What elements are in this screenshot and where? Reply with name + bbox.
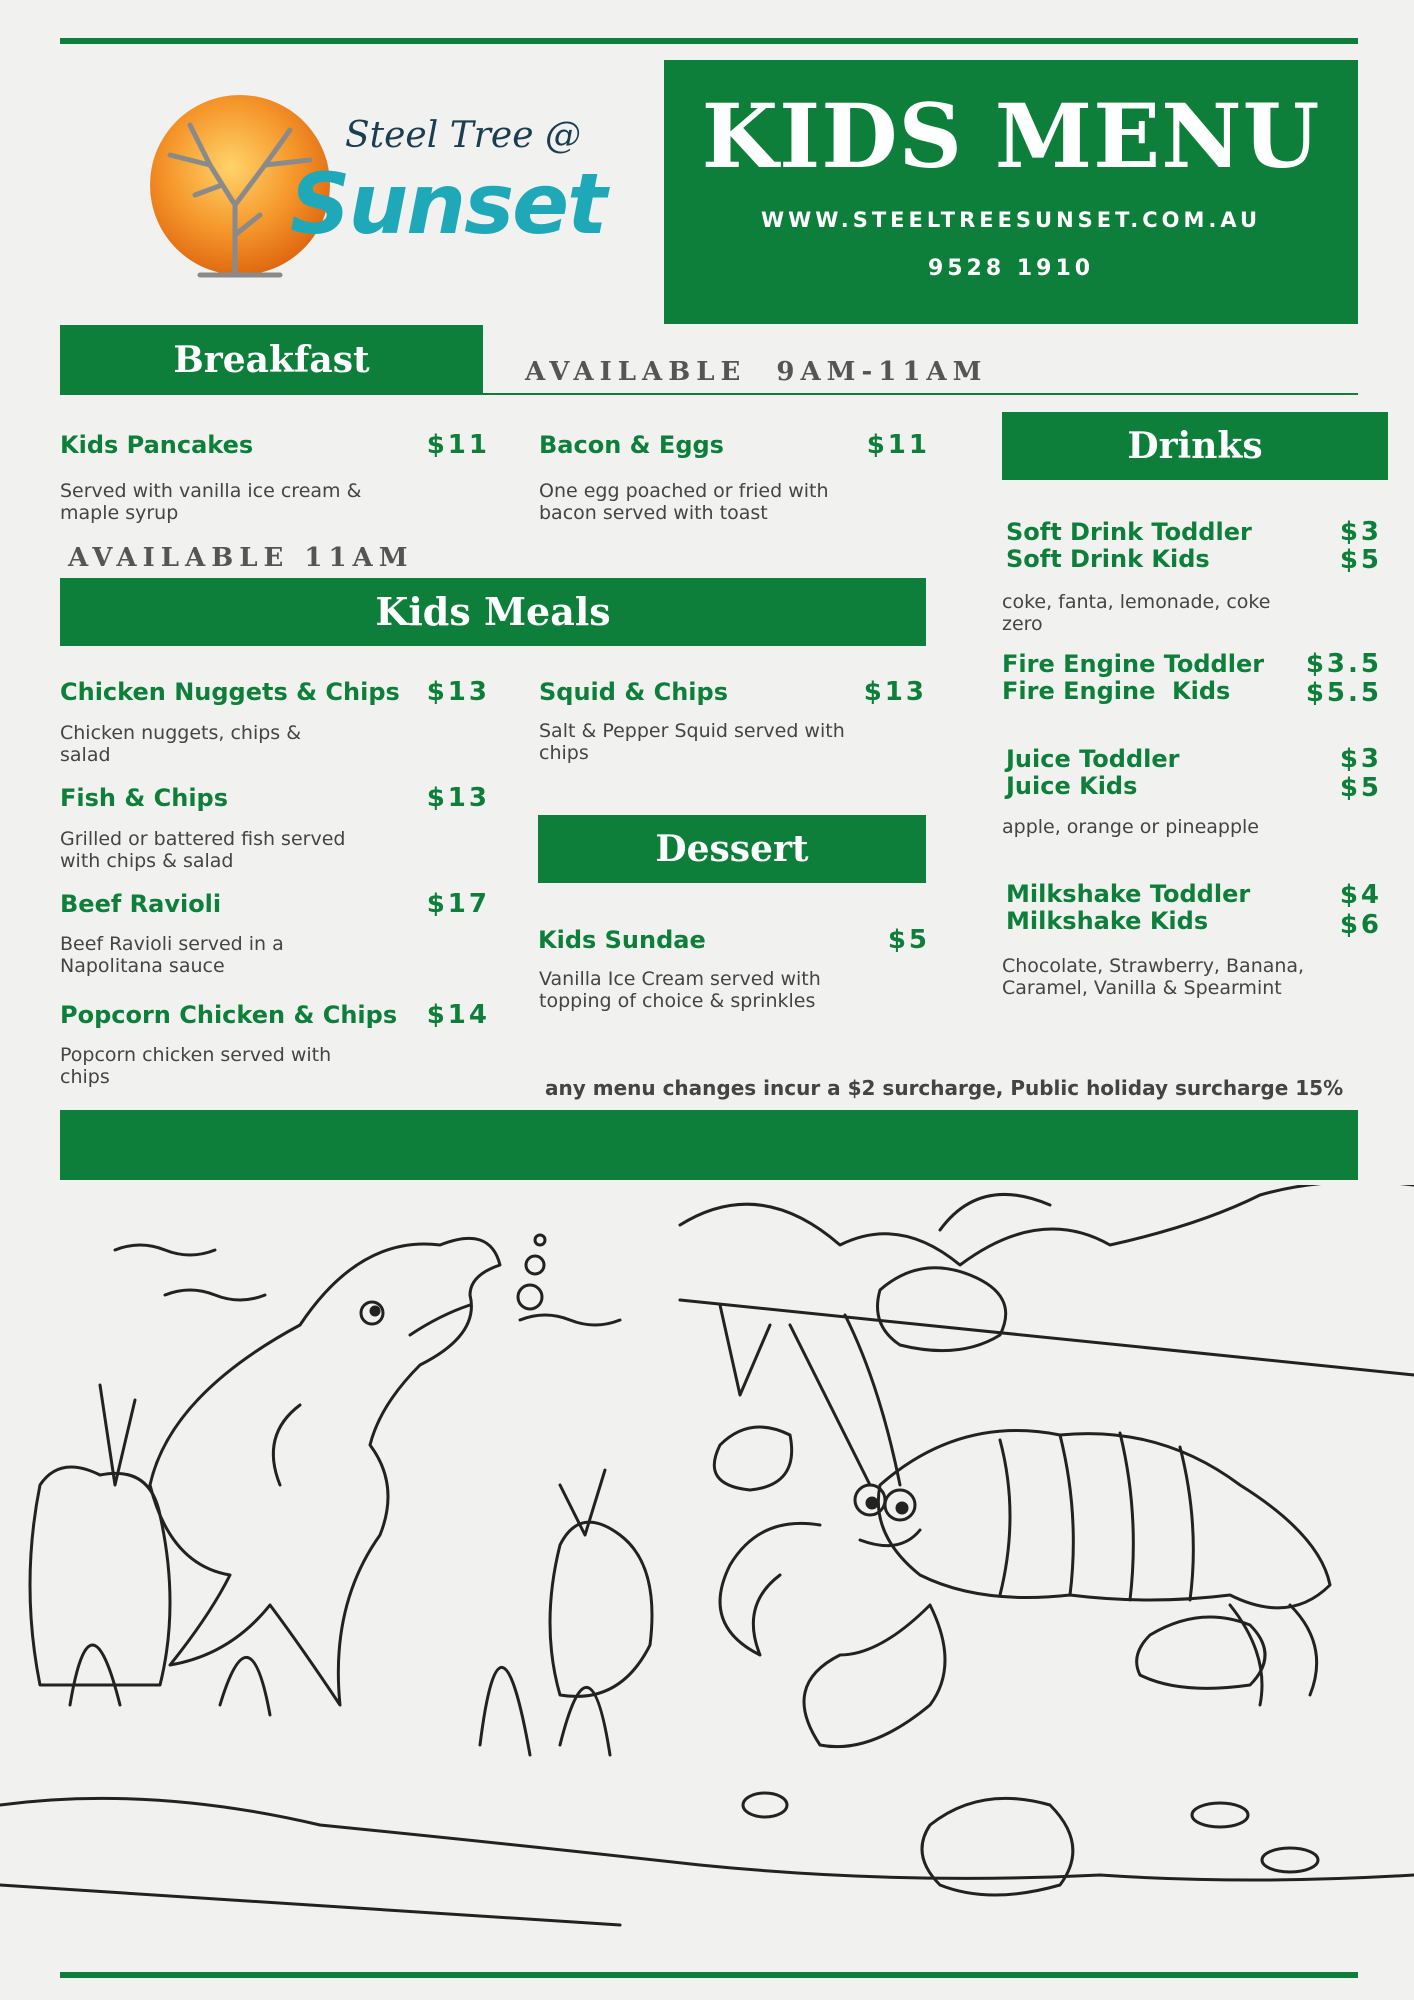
page-title: KIDS MENU [701, 84, 1321, 188]
drink-price: $5.5 [1305, 678, 1382, 708]
drink-name: Milkshake Toddler [1006, 880, 1251, 908]
bottom-rule [60, 1972, 1358, 1978]
divider-band [60, 1110, 1358, 1180]
surcharge-note: any menu changes incur a $2 surcharge, Public holiday surcharge 15% [545, 1076, 1344, 1100]
menu-item-desc: Salt & Pepper Squid served with chips [539, 720, 845, 764]
drink-price: $3 [1339, 517, 1382, 547]
drinks-title: Drinks [1127, 425, 1263, 467]
drink-desc: apple, orange or pineapple [1002, 816, 1260, 838]
drink-price: $6 [1339, 910, 1382, 940]
drink-name: Fire Engine Kids [1002, 677, 1231, 705]
colouring-illustration [0, 1185, 1414, 1965]
breakfast-banner [60, 325, 483, 395]
breakfast-availability: AVAILABLE 9AM-11AM [525, 357, 988, 387]
phone-text: 9528 1910 [927, 256, 1095, 281]
breakfast-rule [483, 393, 1358, 395]
drinks-banner [1002, 412, 1388, 480]
drink-desc: coke, fanta, lemonade, coke zero [1002, 591, 1271, 635]
drink-price: $4 [1339, 880, 1382, 910]
logo-text-line2: Sunset [290, 155, 606, 253]
menu-item-name: Bacon & Eggs [539, 431, 724, 459]
menu-item-desc: Grilled or battered fish served with chips & salad [60, 828, 346, 872]
menu-item-price: $13 [426, 783, 490, 813]
menu-item-name: Kids Sundae [538, 926, 706, 954]
bubble-icon [518, 1235, 545, 1309]
menu-item-price: $14 [426, 1000, 490, 1030]
menu-item-desc: Served with vanilla ice cream & maple syrup [60, 480, 362, 524]
website-text: WWW.STEELTREESUNSET.COM.AU [760, 208, 1262, 232]
lobster-icon [720, 1315, 1330, 1747]
header-banner [664, 60, 1358, 324]
seaweed-icon [70, 1305, 770, 1755]
drink-name: Juice Toddler [1006, 745, 1180, 773]
menu-item-name: Popcorn Chicken & Chips [60, 1001, 398, 1029]
rock-icon [30, 1268, 1318, 1895]
drink-desc: Chocolate, Strawberry, Banana, Caramel, Vanilla & Spearmint [1002, 955, 1305, 999]
drink-name: Soft Drink Toddler [1006, 518, 1252, 546]
menu-item-name: Chicken Nuggets & Chips [60, 678, 400, 706]
drink-name: Milkshake Kids [1006, 907, 1209, 935]
menu-item-name: Kids Pancakes [60, 431, 254, 459]
menu-item-price: $5 [887, 925, 930, 955]
drink-price: $5 [1339, 773, 1382, 803]
logo-text-line1: Steel Tree @ [345, 115, 581, 156]
menu-item-name: Fish & Chips [60, 784, 229, 812]
drink-price: $3.5 [1305, 649, 1382, 679]
drink-name: Juice Kids [1006, 772, 1138, 800]
menu-item-price: $17 [426, 889, 490, 919]
kids-meals-availability: AVAILABLE 11AM [68, 543, 414, 573]
kids-meals-title: Kids Meals [375, 589, 611, 634]
breakfast-title: Breakfast [173, 339, 370, 381]
menu-item-desc: Chicken nuggets, chips & salad [60, 722, 302, 766]
dessert-banner [538, 815, 926, 883]
menu-item-desc: One egg poached or fried with bacon served with toast [539, 480, 829, 524]
menu-item-desc: Beef Ravioli served in a Napolitana sauce [60, 933, 284, 977]
dolphin-icon [150, 1238, 500, 1705]
drink-price: $3 [1339, 744, 1382, 774]
menu-item-desc: Popcorn chicken served with chips [60, 1044, 332, 1088]
menu-item-price: $13 [426, 677, 490, 707]
menu-item-price: $11 [426, 430, 490, 460]
menu-item-desc: Vanilla Ice Cream served with topping of choice & sprinkles [539, 968, 821, 1012]
dessert-title: Dessert [655, 828, 809, 870]
top-rule [60, 38, 1358, 44]
menu-item-name: Beef Ravioli [60, 890, 222, 918]
drink-name: Soft Drink Kids [1006, 545, 1210, 573]
logo [140, 85, 606, 285]
menu-item-price: $13 [863, 677, 927, 707]
menu-item-name: Squid & Chips [539, 678, 728, 706]
drink-price: $5 [1339, 545, 1382, 575]
wave-lines [115, 1194, 1050, 1325]
menu-item-price: $11 [866, 430, 930, 460]
kids-meals-banner [60, 578, 926, 646]
drink-name: Fire Engine Toddler [1002, 650, 1265, 678]
